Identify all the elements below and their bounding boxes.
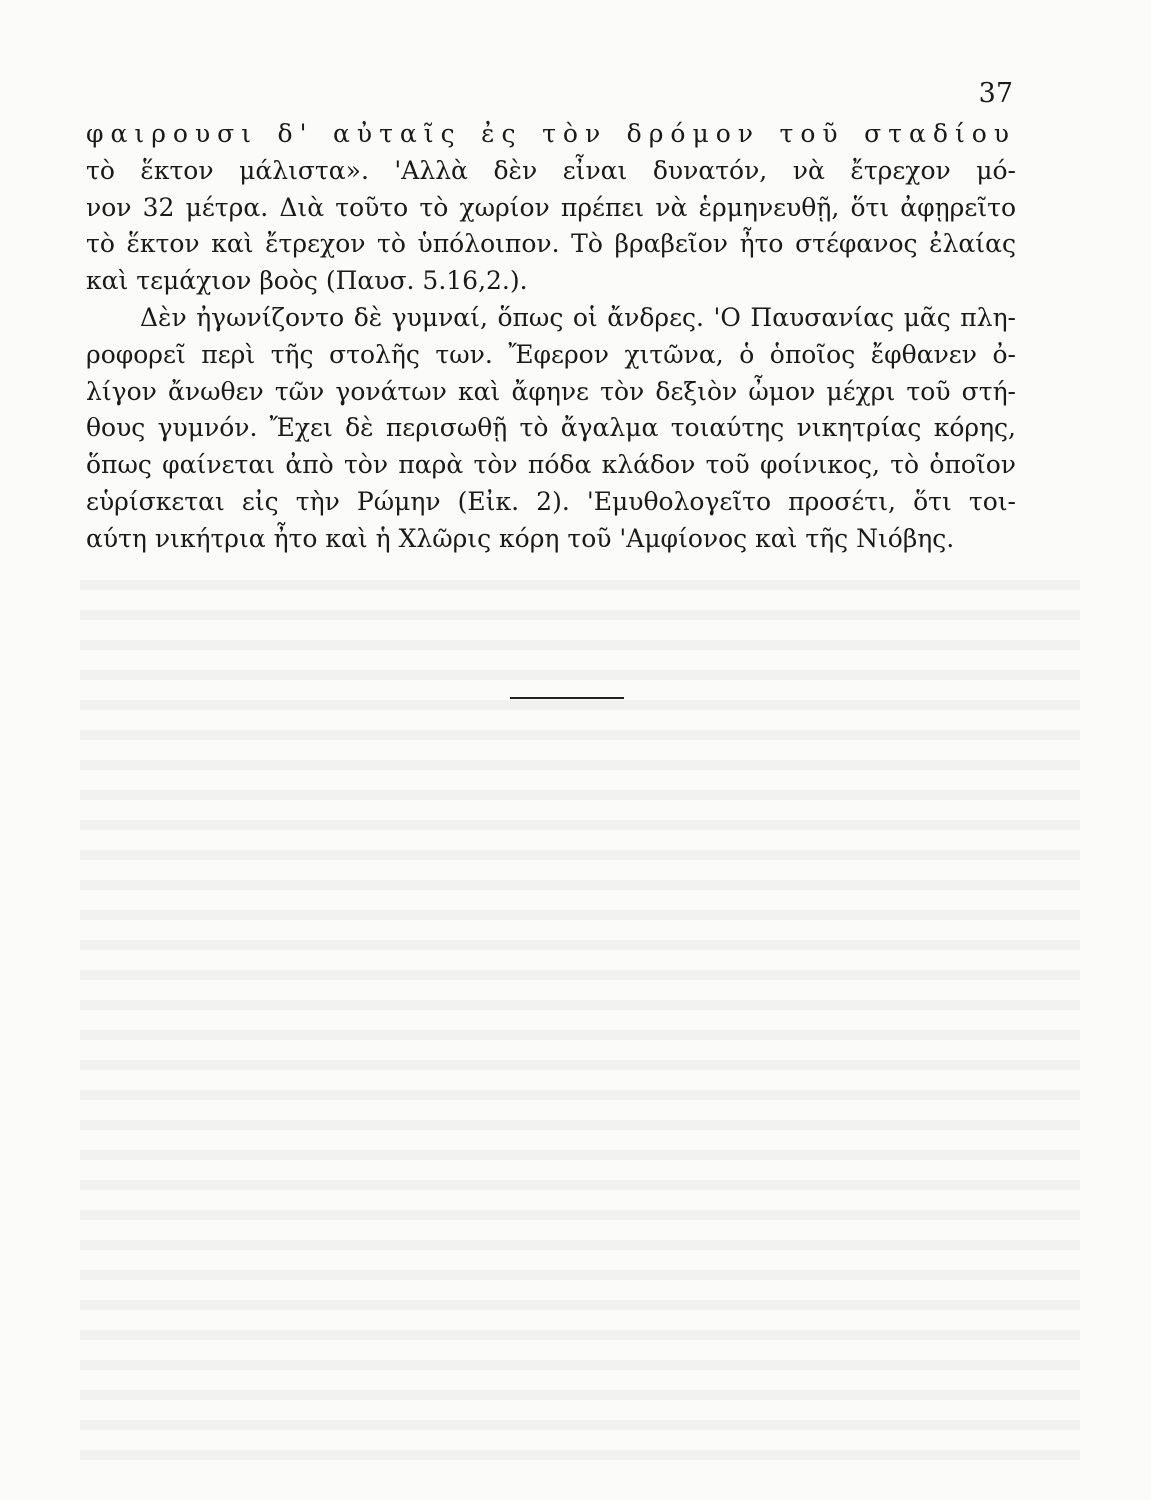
page-number: 37: [978, 78, 1013, 109]
text-line-10: ὅπως φαίνεται ἀπὸ τὸν παρὰ τὸν πόδα κλάδον τοῦ φοίνικος, τὸ ὁποῖον: [86, 450, 1016, 480]
text-line-1: φαιρουσι δ' αὐταῖς ἐς τὸν δρόμον τοῦ σταδίου: [86, 119, 1016, 148]
body-text: [86, 116, 1016, 558]
text-line-2: τὸ ἕκτον μάλιστα». 'Αλλὰ δὲν εἶναι δυνατόν, νὰ ἔτρεχον μό-: [86, 155, 1016, 185]
text-line-3: νον 32 μέτρα. Διὰ τοῦτο τὸ χωρίον πρέπει νὰ ἑρμηνευθῇ, ὅτι ἀφῃρεῖτο: [86, 192, 1016, 222]
text-line-7: ροφορεῖ περὶ τῆς στολῆς των. Ἔφερον χιτῶνα, ὁ ὁποῖος ἔφθανεν ὀ-: [86, 339, 1016, 369]
text-line-4: τὸ ἕκτον καὶ ἔτρεχον τὸ ὑπόλοιπον. Τὸ βραβεῖον ἦτο στέφανος ἐλαίας: [86, 229, 1016, 259]
section-divider: [510, 697, 624, 699]
show-through-texture: [80, 560, 1080, 1460]
text-line-5: καὶ τεμάχιον βοὸς (Παυσ. 5.16,2.).: [86, 266, 528, 296]
text-line-9: θους γυμνόν. Ἔχει δὲ περισωθῇ τὸ ἄγαλμα τοιαύτης νικητρίας κόρης,: [86, 413, 1016, 443]
text-line-12: αύτη νικήτρια ἦτο καὶ ἡ Χλῶρις κόρη τοῦ 'Αμφίονος καὶ τῆς Νιόβης.: [86, 523, 955, 553]
text-line-6: Δὲν ἠγωνίζοντο δὲ γυμναί, ὅπως οἱ ἄνδρες. 'Ο Παυσανίας μᾶς πλη-: [140, 302, 1016, 332]
text-line-8: λίγον ἄνωθεν τῶν γονάτων καὶ ἄφηνε τὸν δεξιὸν ὦμον μέχρι τοῦ στή-: [86, 376, 1016, 406]
text-line-11: εὑρίσκεται εἰς τὴν Ρώμην (Εἰκ. 2). 'Εμυθολογεῖτο προσέτι, ὅτι τοι-: [86, 486, 1016, 516]
